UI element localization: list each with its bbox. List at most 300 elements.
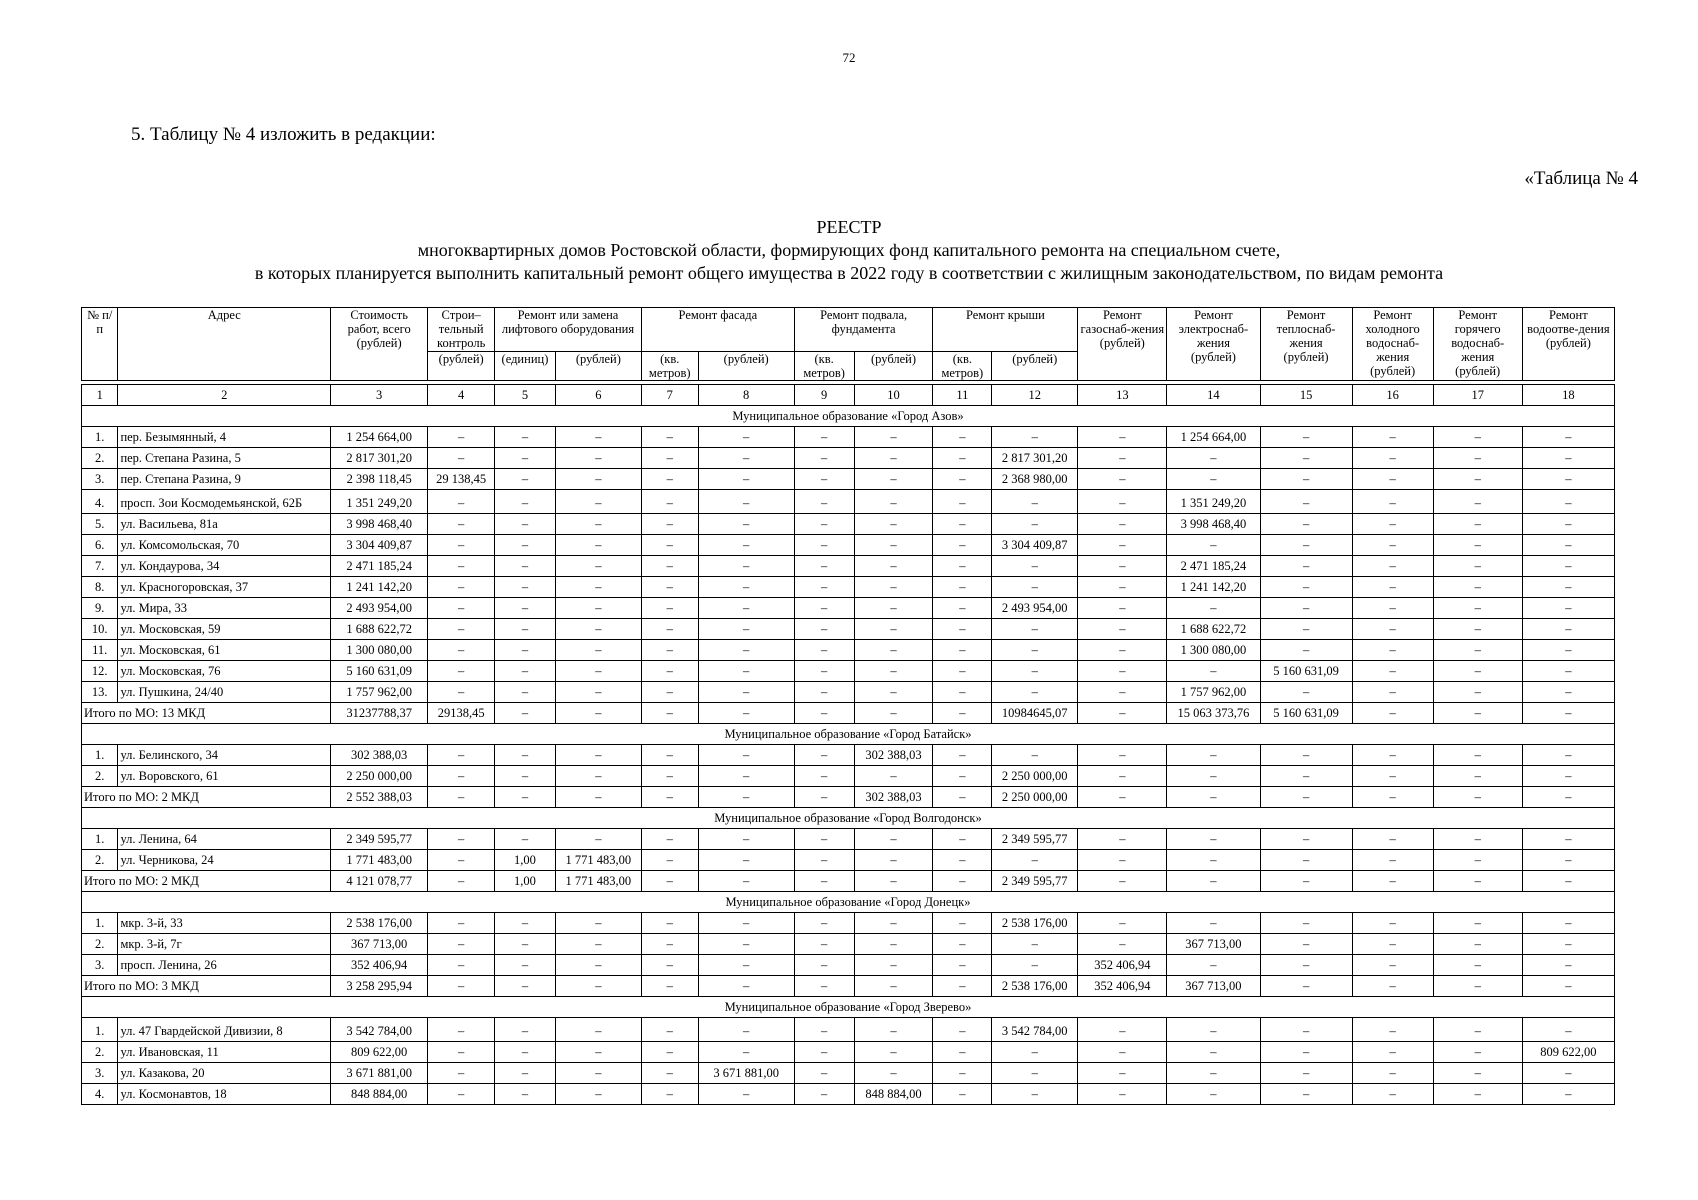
total-value: 2 349 595,77 (992, 871, 1078, 892)
value-cell: – (933, 1042, 992, 1063)
value-cell: 1 771 483,00 (331, 850, 428, 871)
table-row (82, 535, 1615, 556)
value-cell: 1 241 142,20 (331, 577, 428, 598)
value-cell: – (698, 913, 794, 934)
table-header (82, 308, 1615, 406)
total-value: – (1078, 703, 1167, 724)
value-cell: – (1522, 469, 1614, 490)
value-cell: – (1433, 598, 1522, 619)
value-cell: – (428, 955, 495, 976)
total-value: 367 713,00 (1167, 976, 1260, 997)
value-cell: – (992, 1063, 1078, 1084)
value-cell: 1 351 249,20 (331, 490, 428, 514)
value-cell: – (495, 1063, 556, 1084)
address-cell: ул. 47 Гвардейской Дивизии, 8 (118, 1018, 331, 1042)
header-roof-sqm: (кв. метров) (933, 352, 992, 381)
header-basement: Ремонт подвала, фундамента (794, 308, 933, 352)
value-cell: 2 538 176,00 (331, 913, 428, 934)
total-value: – (1352, 871, 1433, 892)
table-row (82, 1042, 1615, 1063)
value-cell: 3 304 409,87 (331, 535, 428, 556)
total-value: 29138,45 (428, 703, 495, 724)
value-cell: 3 304 409,87 (992, 535, 1078, 556)
value-cell: 352 406,94 (331, 955, 428, 976)
value-cell: – (428, 1042, 495, 1063)
header-drain: Ремонт водоотве-дения (рублей) (1522, 308, 1614, 381)
total-value: – (933, 703, 992, 724)
value-cell: – (933, 850, 992, 871)
column-number: 3 (331, 385, 428, 406)
municipality-row (82, 724, 1615, 745)
column-number: 14 (1167, 385, 1260, 406)
value-cell: – (1260, 1042, 1352, 1063)
value-cell: – (428, 745, 495, 766)
value-cell: – (794, 1084, 854, 1105)
column-number: 10 (854, 385, 933, 406)
value-cell: – (428, 829, 495, 850)
value-cell: – (555, 1042, 641, 1063)
value-cell: 3 998 468,40 (1167, 514, 1260, 535)
value-cell: – (1167, 850, 1260, 871)
column-number: 1 (82, 385, 118, 406)
value-cell: – (1078, 661, 1167, 682)
value-cell: – (428, 427, 495, 448)
value-cell: – (555, 1063, 641, 1084)
value-cell: – (1522, 535, 1614, 556)
value-cell: – (794, 934, 854, 955)
total-value: – (641, 787, 698, 808)
row-number: 1. (82, 427, 118, 448)
value-cell: – (1522, 556, 1614, 577)
value-cell: – (428, 850, 495, 871)
value-cell: – (1167, 829, 1260, 850)
value-cell: – (794, 913, 854, 934)
table-row (82, 745, 1615, 766)
row-number: 12. (82, 661, 118, 682)
value-cell: – (1352, 514, 1433, 535)
value-cell: – (794, 514, 854, 535)
value-cell: – (1167, 598, 1260, 619)
value-cell: – (1352, 934, 1433, 955)
value-cell: – (1433, 619, 1522, 640)
value-cell: – (698, 850, 794, 871)
header-basement-rub: (рублей) (854, 352, 933, 381)
value-cell: – (1433, 577, 1522, 598)
value-cell: – (555, 1018, 641, 1042)
total-value: – (1078, 871, 1167, 892)
value-cell: – (1167, 955, 1260, 976)
value-cell: – (495, 556, 556, 577)
value-cell: – (1078, 469, 1167, 490)
value-cell: – (698, 1042, 794, 1063)
value-cell: – (854, 850, 933, 871)
value-cell: – (854, 577, 933, 598)
value-cell: – (794, 745, 854, 766)
column-number: 8 (698, 385, 794, 406)
value-cell: – (495, 745, 556, 766)
value-cell: – (933, 1063, 992, 1084)
value-cell: – (428, 556, 495, 577)
total-value: – (555, 787, 641, 808)
value-cell: 1 351 249,20 (1167, 490, 1260, 514)
value-cell: – (641, 766, 698, 787)
value-cell: – (794, 490, 854, 514)
value-cell: – (1260, 514, 1352, 535)
value-cell: – (794, 661, 854, 682)
value-cell: – (495, 1084, 556, 1105)
table-row (82, 556, 1615, 577)
value-cell: – (854, 913, 933, 934)
value-cell: – (933, 745, 992, 766)
municipality-title: Муниципальное образование «Город Батайск» (82, 724, 1615, 745)
row-number: 2. (82, 448, 118, 469)
value-cell: – (933, 766, 992, 787)
value-cell: – (698, 556, 794, 577)
value-cell: – (1433, 427, 1522, 448)
row-number: 2. (82, 934, 118, 955)
value-cell: – (794, 1063, 854, 1084)
value-cell: – (1433, 766, 1522, 787)
header-cold: Ремонт холодного водоснаб-жения (рублей) (1352, 308, 1433, 381)
value-cell: – (1078, 1063, 1167, 1084)
value-cell: 302 388,03 (854, 745, 933, 766)
value-cell: – (698, 427, 794, 448)
value-cell: – (1433, 640, 1522, 661)
address-cell: ул. Ленина, 64 (118, 829, 331, 850)
row-number: 1. (82, 745, 118, 766)
value-cell: – (641, 661, 698, 682)
value-cell: – (1433, 514, 1522, 535)
table-row (82, 490, 1615, 514)
value-cell: – (495, 598, 556, 619)
value-cell: – (428, 640, 495, 661)
value-cell: 2 349 595,77 (331, 829, 428, 850)
municipality-title: Муниципальное образование «Город Азов» (82, 406, 1615, 427)
value-cell: – (428, 1084, 495, 1105)
table-body (82, 406, 1615, 1105)
value-cell: – (698, 766, 794, 787)
total-value: – (1433, 703, 1522, 724)
value-cell: – (641, 640, 698, 661)
value-cell: 1 688 622,72 (331, 619, 428, 640)
value-cell: – (1522, 955, 1614, 976)
value-cell: 5 160 631,09 (331, 661, 428, 682)
value-cell: – (698, 448, 794, 469)
total-value: 2 538 176,00 (992, 976, 1078, 997)
value-cell: – (992, 1084, 1078, 1105)
value-cell: – (1260, 619, 1352, 640)
value-cell: – (495, 469, 556, 490)
total-value: 2 552 388,03 (331, 787, 428, 808)
value-cell: – (698, 640, 794, 661)
value-cell: – (1167, 661, 1260, 682)
value-cell: – (495, 934, 556, 955)
value-cell: – (495, 955, 556, 976)
value-cell: – (1078, 619, 1167, 640)
value-cell: – (854, 490, 933, 514)
value-cell: – (1433, 1042, 1522, 1063)
address-cell: мкр. 3-й, 7г (118, 934, 331, 955)
value-cell: – (1433, 1084, 1522, 1105)
value-cell: – (1078, 577, 1167, 598)
value-cell: – (1078, 490, 1167, 514)
value-cell: 29 138,45 (428, 469, 495, 490)
total-value: – (1352, 976, 1433, 997)
column-number: 13 (1078, 385, 1167, 406)
total-value: 5 160 631,09 (1260, 703, 1352, 724)
value-cell: – (555, 640, 641, 661)
value-cell: – (933, 640, 992, 661)
value-cell: – (495, 829, 556, 850)
value-cell: – (933, 514, 992, 535)
value-cell: – (933, 490, 992, 514)
total-value: 3 258 295,94 (331, 976, 428, 997)
row-number: 4. (82, 490, 118, 514)
value-cell: 1 300 080,00 (1167, 640, 1260, 661)
column-numbers-row (82, 385, 1615, 406)
value-cell: – (1433, 448, 1522, 469)
value-cell: 2 368 980,00 (992, 469, 1078, 490)
value-cell: – (933, 934, 992, 955)
value-cell: – (854, 1063, 933, 1084)
row-number: 11. (82, 640, 118, 661)
header-lift: Ремонт или замена лифтового оборудования (495, 308, 642, 352)
value-cell: 3 671 881,00 (698, 1063, 794, 1084)
total-value: – (794, 703, 854, 724)
value-cell: 2 250 000,00 (331, 766, 428, 787)
value-cell: – (1433, 1018, 1522, 1042)
total-row (82, 703, 1615, 724)
value-cell: – (1433, 934, 1522, 955)
page-number: 72 (842, 50, 856, 65)
table-row (82, 1084, 1615, 1105)
value-cell: – (1352, 469, 1433, 490)
value-cell: – (933, 427, 992, 448)
total-value: – (933, 871, 992, 892)
value-cell: – (495, 766, 556, 787)
value-cell: 2 349 595,77 (992, 829, 1078, 850)
value-cell: – (992, 745, 1078, 766)
header-address: Адрес (118, 308, 331, 381)
value-cell: – (641, 1084, 698, 1105)
value-cell: 1 771 483,00 (555, 850, 641, 871)
value-cell: 5 160 631,09 (1260, 661, 1352, 682)
value-cell: 2 493 954,00 (992, 598, 1078, 619)
value-cell: – (1167, 1042, 1260, 1063)
header-gas: Ремонт газоснаб-жения (рублей) (1078, 308, 1167, 381)
value-cell: – (1167, 1084, 1260, 1105)
value-cell: – (1522, 490, 1614, 514)
address-cell: ул. Московская, 61 (118, 640, 331, 661)
total-label: Итого по МО: 2 МКД (82, 787, 331, 808)
title-line-2: многоквартирных домов Ростовской области, формирующих фонд капитального ремонта на специальном счете, (417, 240, 1281, 260)
value-cell: – (555, 955, 641, 976)
value-cell: – (1352, 640, 1433, 661)
address-cell: ул. Черникова, 24 (118, 850, 331, 871)
row-number: 4. (82, 1084, 118, 1105)
value-cell: – (1260, 850, 1352, 871)
value-cell: – (1260, 535, 1352, 556)
total-value: 1,00 (495, 871, 556, 892)
value-cell: – (428, 535, 495, 556)
total-value: – (1352, 703, 1433, 724)
value-cell: 3 998 468,40 (331, 514, 428, 535)
value-cell: – (933, 661, 992, 682)
instruction-text: 5. Таблицу № 4 изложить в редакции: (131, 124, 436, 145)
value-cell: – (933, 598, 992, 619)
municipality-title: Муниципальное образование «Город Волгодонск» (82, 808, 1615, 829)
address-cell: пер. Безымянный, 4 (118, 427, 331, 448)
total-value: – (933, 787, 992, 808)
value-cell: – (698, 934, 794, 955)
value-cell: – (794, 640, 854, 661)
column-number: 17 (1433, 385, 1522, 406)
value-cell: – (428, 913, 495, 934)
value-cell: – (1433, 850, 1522, 871)
address-cell: ул. Московская, 76 (118, 661, 331, 682)
value-cell: – (933, 577, 992, 598)
value-cell: – (1522, 619, 1614, 640)
value-cell: – (1522, 850, 1614, 871)
column-number: 16 (1352, 385, 1433, 406)
value-cell: – (854, 448, 933, 469)
value-cell: 2 250 000,00 (992, 766, 1078, 787)
table-row (82, 1063, 1615, 1084)
total-value: – (854, 871, 933, 892)
value-cell: – (698, 955, 794, 976)
value-cell: – (992, 427, 1078, 448)
header-control-unit: (рублей) (428, 352, 495, 381)
value-cell: – (428, 448, 495, 469)
row-number: 5. (82, 514, 118, 535)
value-cell: – (992, 556, 1078, 577)
value-cell: – (794, 448, 854, 469)
row-number: 13. (82, 682, 118, 703)
row-number: 8. (82, 577, 118, 598)
total-value: 352 406,94 (1078, 976, 1167, 997)
total-row (82, 871, 1615, 892)
value-cell: – (698, 745, 794, 766)
value-cell: – (641, 934, 698, 955)
value-cell: – (555, 661, 641, 682)
value-cell: – (495, 913, 556, 934)
value-cell: – (992, 1042, 1078, 1063)
value-cell: – (1260, 766, 1352, 787)
value-cell: – (992, 682, 1078, 703)
value-cell: – (1260, 598, 1352, 619)
value-cell: – (1522, 598, 1614, 619)
value-cell: – (1078, 598, 1167, 619)
table-row (82, 427, 1615, 448)
value-cell: – (854, 661, 933, 682)
value-cell: – (641, 598, 698, 619)
total-value: – (1352, 787, 1433, 808)
total-value: – (1522, 787, 1614, 808)
total-value: – (1522, 976, 1614, 997)
value-cell: – (428, 619, 495, 640)
value-cell: – (794, 535, 854, 556)
value-cell: – (794, 469, 854, 490)
value-cell: 1 300 080,00 (331, 640, 428, 661)
column-number: 11 (933, 385, 992, 406)
value-cell: – (428, 934, 495, 955)
value-cell: – (555, 934, 641, 955)
value-cell: – (641, 850, 698, 871)
total-value: – (428, 787, 495, 808)
title-line-3: в которых планируется выполнить капитальный ремонт общего имущества в 2022 году в соответствии с жилищным законодательством, по видам ремонта (254, 263, 1444, 283)
value-cell: – (641, 448, 698, 469)
value-cell: – (1260, 1018, 1352, 1042)
value-cell: – (495, 577, 556, 598)
value-cell: – (555, 913, 641, 934)
header-hot: Ремонт горячего водоснаб-жения (рублей) (1433, 308, 1522, 381)
value-cell: – (428, 514, 495, 535)
row-number: 6. (82, 535, 118, 556)
value-cell: – (933, 619, 992, 640)
address-cell: ул. Московская, 59 (118, 619, 331, 640)
value-cell: – (794, 850, 854, 871)
table-row (82, 934, 1615, 955)
value-cell: – (992, 577, 1078, 598)
address-cell: просп. Ленина, 26 (118, 955, 331, 976)
value-cell: – (1352, 490, 1433, 514)
value-cell: – (495, 1042, 556, 1063)
total-value: – (698, 703, 794, 724)
value-cell: – (555, 535, 641, 556)
value-cell: – (1522, 766, 1614, 787)
value-cell: 2 493 954,00 (331, 598, 428, 619)
value-cell: – (1433, 661, 1522, 682)
total-value: – (698, 787, 794, 808)
column-number: 18 (1522, 385, 1614, 406)
municipality-row (82, 406, 1615, 427)
total-label: Итого по МО: 2 МКД (82, 871, 331, 892)
title-line-1: РЕЕСТР (816, 217, 882, 237)
value-cell: – (641, 556, 698, 577)
value-cell: – (933, 535, 992, 556)
value-cell: – (555, 829, 641, 850)
header-lift-rub: (рублей) (555, 352, 641, 381)
table-row (82, 619, 1615, 640)
value-cell: – (555, 682, 641, 703)
total-value: – (1260, 976, 1352, 997)
municipality-row (82, 892, 1615, 913)
total-value: 2 250 000,00 (992, 787, 1078, 808)
value-cell: – (1078, 934, 1167, 955)
value-cell: – (992, 850, 1078, 871)
value-cell: – (1167, 535, 1260, 556)
value-cell: – (641, 1042, 698, 1063)
value-cell: – (555, 745, 641, 766)
value-cell: – (1260, 1084, 1352, 1105)
value-cell: – (641, 490, 698, 514)
total-row (82, 976, 1615, 997)
value-cell: 1 241 142,20 (1167, 577, 1260, 598)
address-cell: ул. Кондаурова, 34 (118, 556, 331, 577)
value-cell: – (698, 661, 794, 682)
value-cell: 302 388,03 (331, 745, 428, 766)
value-cell: – (641, 913, 698, 934)
value-cell: 3 671 881,00 (331, 1063, 428, 1084)
value-cell: – (1260, 745, 1352, 766)
table-row (82, 766, 1615, 787)
value-cell: – (1433, 682, 1522, 703)
value-cell: – (641, 469, 698, 490)
value-cell: – (854, 829, 933, 850)
value-cell: – (933, 1084, 992, 1105)
value-cell: – (555, 598, 641, 619)
value-cell: 1 688 622,72 (1167, 619, 1260, 640)
